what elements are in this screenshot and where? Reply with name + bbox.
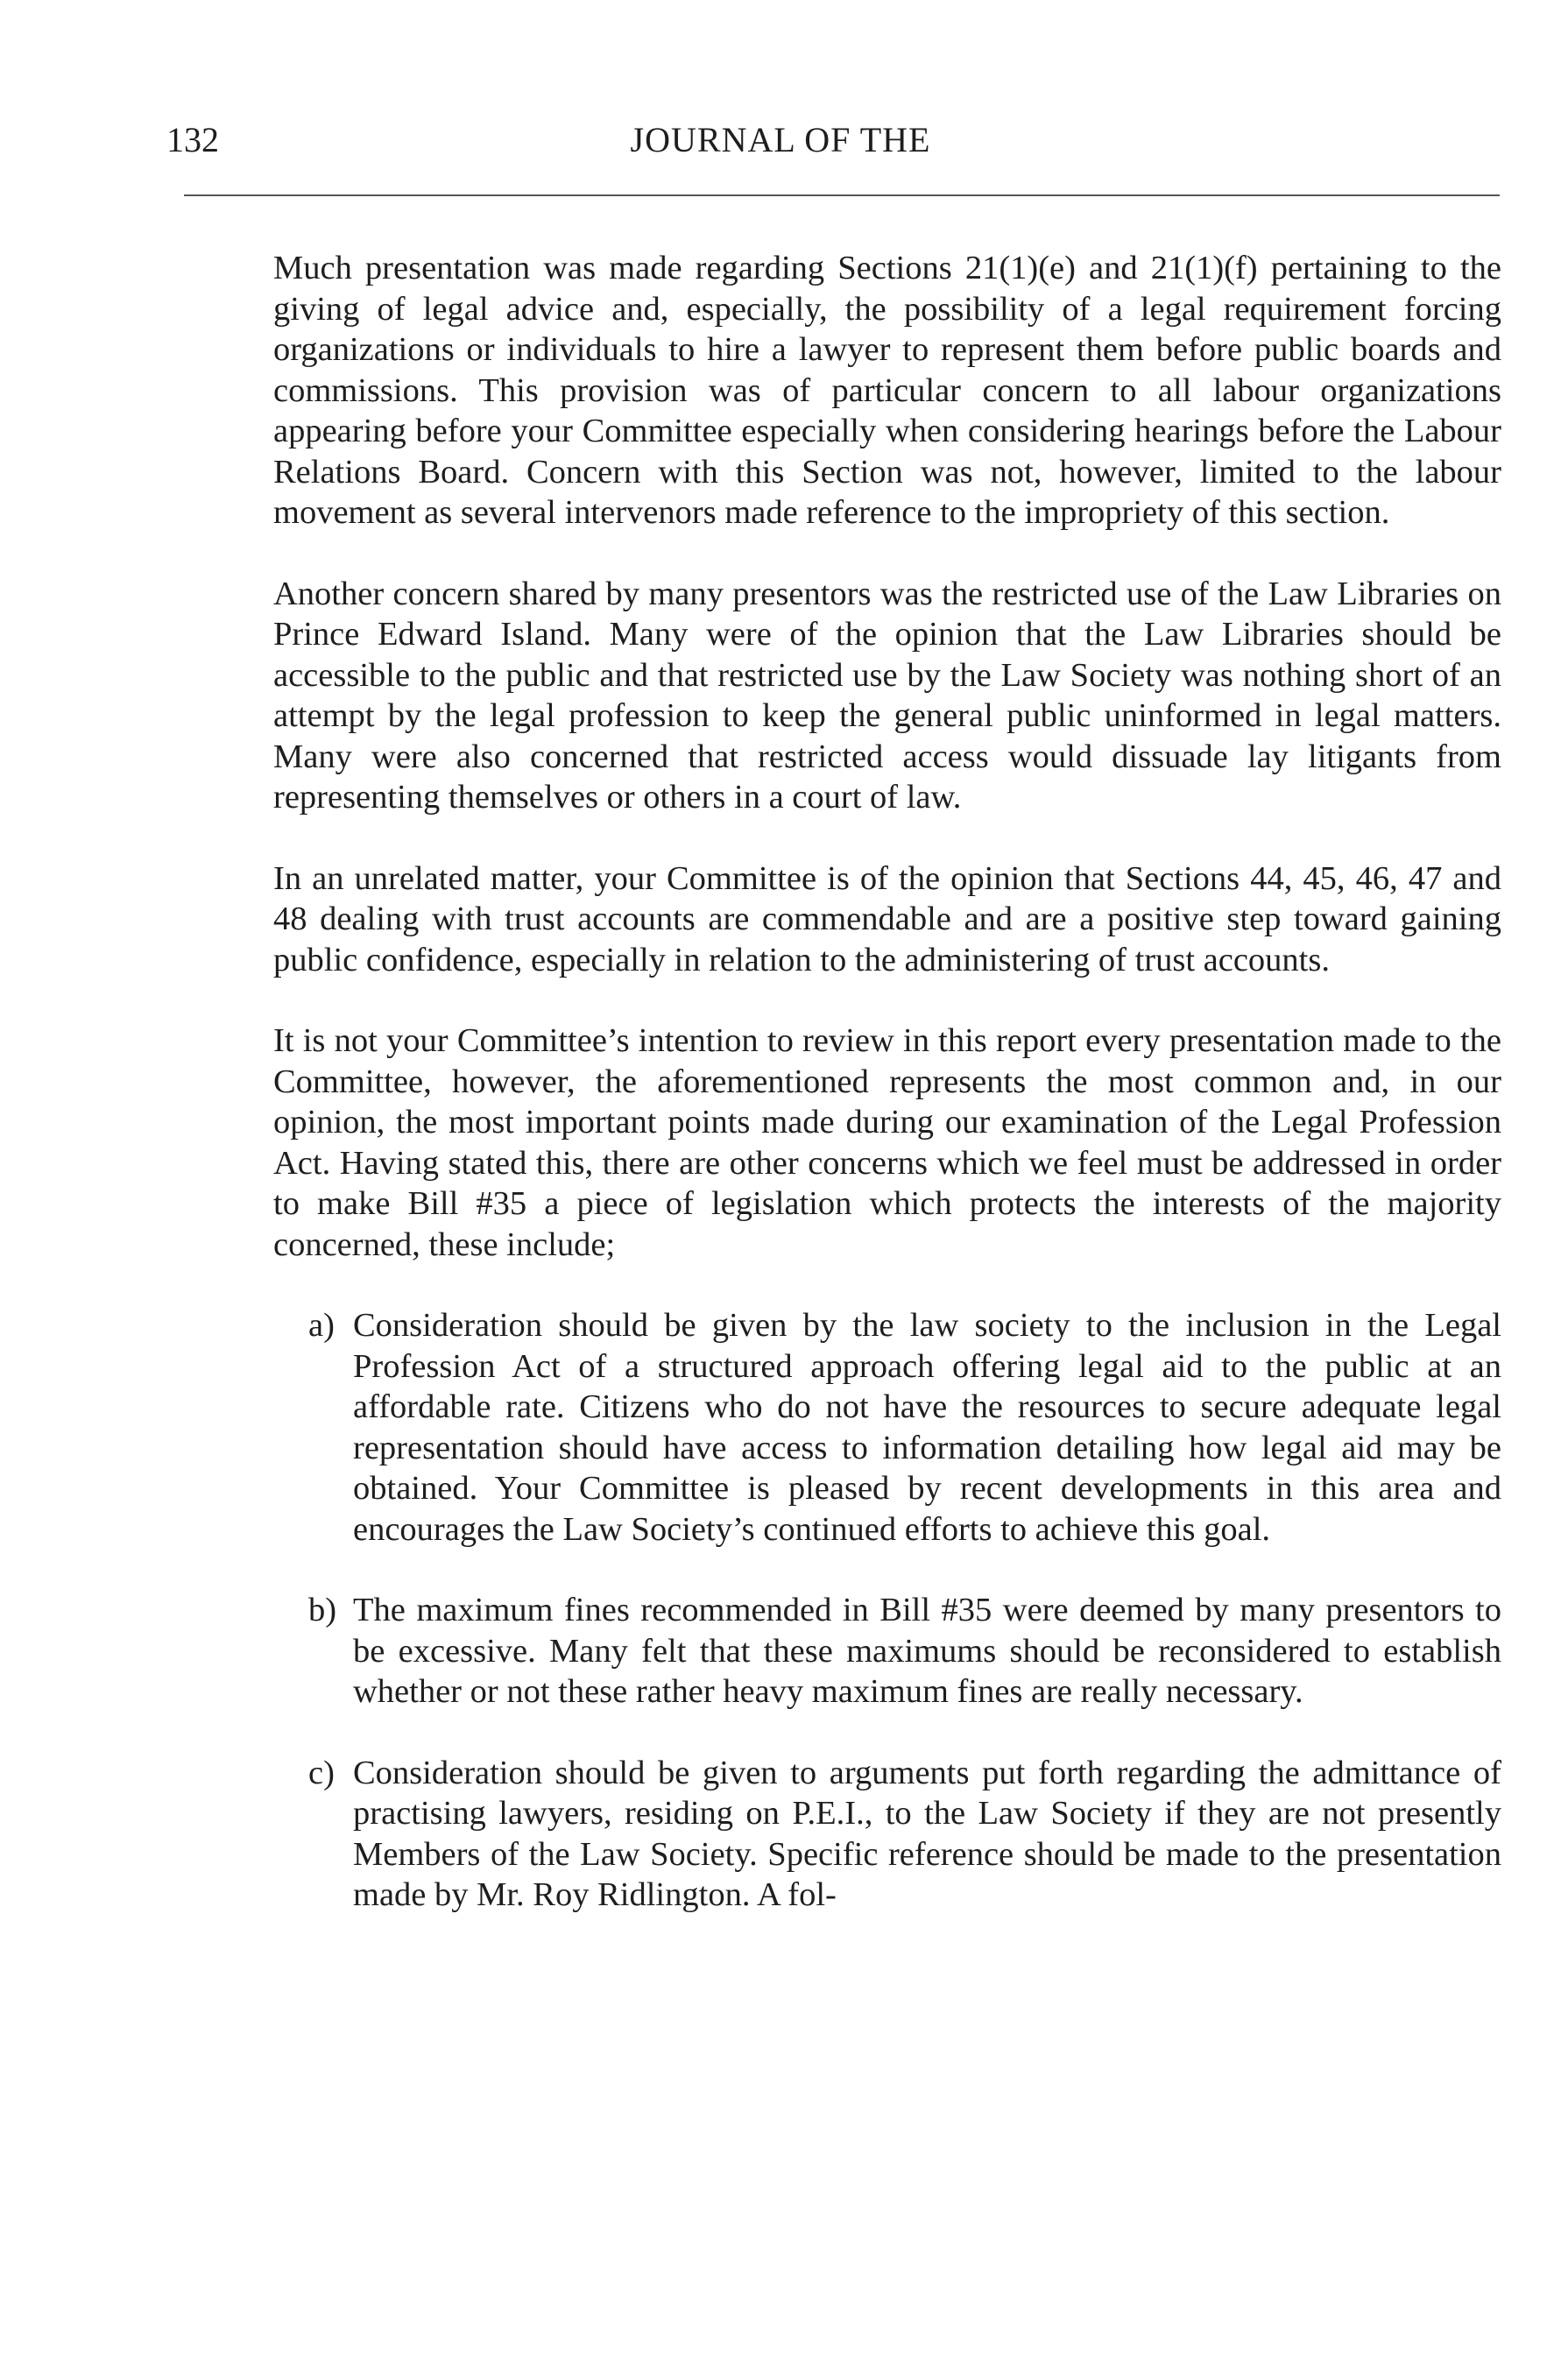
list-marker: a): [308, 1307, 335, 1344]
list-item-text: Consideration should be given to arguments put forth regarding the admittance of practising lawyers, residing on P.E.I., to the Law Society if they are not presently Members of the Law Society. Specific reference should be made to the presentation made by Mr. Roy Ridlington. A fol-: [353, 1754, 1501, 1913]
paragraph-other-concerns: It is not your Committee’s intention to review in this report every presentation made to the Committee, however, the aforementioned represents the most common and, in our opinion, the most important points made during our examination of the Legal Profession Act. Having stated this, there are other concerns which we feel must be addressed in order to make Bill #35 a piece of legislation which protects the interests of the majority concerned, these include;: [273, 1022, 1501, 1263]
list-item-text: The maximum fines recommended in Bill #35 were deemed by many presentors to be excessive. Many felt that these maximums should be reconsidered to establish whether or not these rather heavy maximum fines are really necessary.: [353, 1592, 1501, 1710]
list-item: [273, 1753, 1501, 1916]
list-marker: c): [308, 1754, 335, 1791]
body-text: [273, 248, 1501, 1916]
list-item-text: Consideration should be given by the law society to the inclusion in the Legal Profession Act of a structured approach offering legal aid to the public at an affordable rate. Citizens who do not have the resources to secure adequate legal representation should have access to information detailing how legal aid may be obtained. Your Committee is pleased by recent developments in this area and encourages the Law Society’s continued efforts to achieve this goal.: [353, 1307, 1501, 1548]
header-rule: [184, 194, 1500, 196]
running-head: JOURNAL OF THE: [630, 120, 931, 159]
paragraph-trust-accounts: In an unrelated matter, your Committee is of the opinion that Sections 44, 45, 46, 47 and 48 dealing with trust accounts are commendable and are a positive step toward gaining public confidence, especially in relation to the administering of trust accounts.: [273, 859, 1501, 978]
page-number: 132: [166, 120, 219, 159]
list-marker: b): [308, 1592, 337, 1628]
paragraph-law-libraries: Another concern shared by many presentors was the restricted use of the Law Libraries on Prince Edward Island. Many were of the opinion that the Law Libraries should be accessible to the public and that restricted use by the Law Society was nothing short of an attempt by the legal profession to keep the general public uninformed in legal matters. Many were also concerned that restricted access would dissuade lay litigants from representing themselves or others in a court of law.: [273, 575, 1501, 816]
list-item: [273, 1590, 1501, 1713]
paragraph-sections-21: Much presentation was made regarding Sections 21(1)(e) and 21(1)(f) pertaining to the giving of legal advice and, especially, the possibility of a legal requirement forcing organizations or individuals to hire a lawyer to represent them before public boards and commissions. This provision was of particular concern to all labour organizations appearing before your Committee especially when considering hearings before the Labour Relations Board. Concern with this Section was not, however, limited to the labour movement as several intervenors made reference to the impropriety of this section.: [273, 250, 1501, 531]
list-item: [273, 1305, 1501, 1550]
